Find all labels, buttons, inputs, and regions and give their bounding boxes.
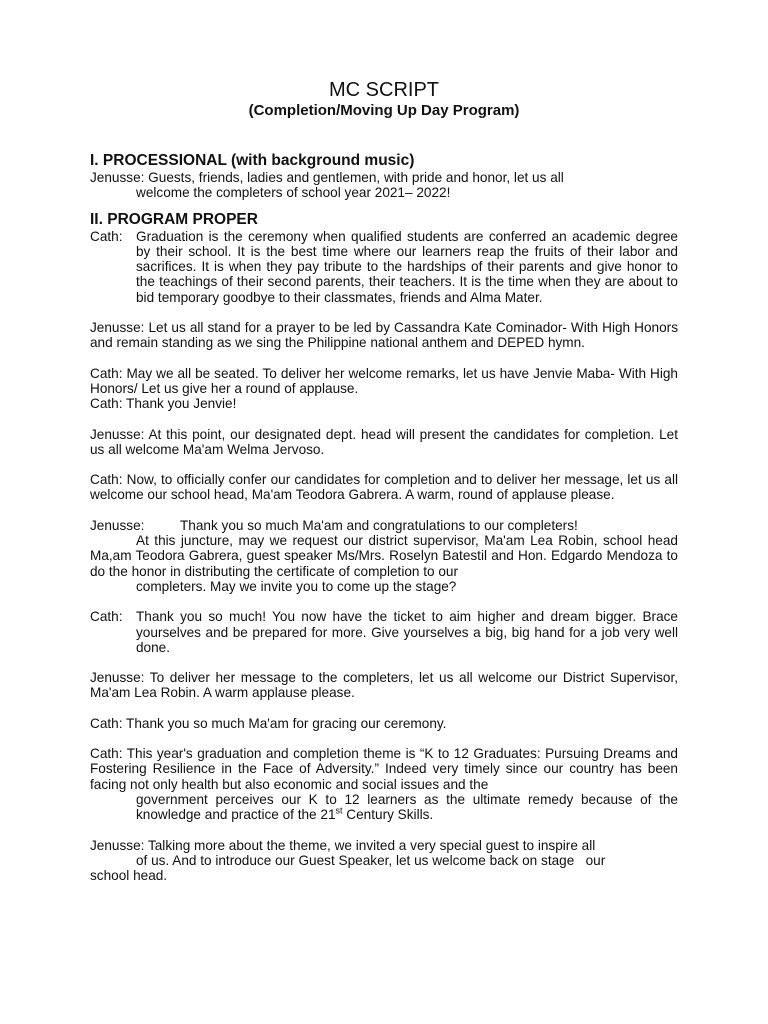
paragraph-juncture-end: completers. May we invite you to come up the stage? <box>136 578 457 594</box>
paragraph-cath-theme: Cath: This year's graduation and completion theme is “K to 12 Graduates: Pursuing Dreams and Fostering Resilience in the Face of Adversity.” Indeed very timely since our country has been facing not only health but also economic and social issues and the <box>90 746 678 792</box>
paragraph-cath-gracing: Cath: Thank you so much Ma'am for gracing our ceremony. <box>90 715 447 731</box>
paragraph-text: Century Skills. <box>342 807 434 823</box>
mc-script-document <box>90 78 678 883</box>
paragraph-text: At this juncture, may we request our district supervisor, Ma'am Lea Robin, school head Ma,am Teodora Gabrera, guest speaker Ms/Mrs. Roselyn Batestil and Hon. Edgardo Mendoza to do the honor in distributing the certificate of completion to our <box>90 533 678 579</box>
paragraph-jenusse-theme-line-3: school head. <box>90 868 168 884</box>
paragraph-cath-confer: Cath: Now, to officially confer our candidates for completion and to deliver her message, let us all welcome our school head, Ma'am Teodora Gabrera. A warm, round of applause please. <box>90 472 678 503</box>
document-title: MC SCRIPT <box>329 79 439 101</box>
paragraph-cath-welcome-remarks: Cath: May we all be seated. To deliver her welcome remarks, let us have Jenvie Maba- With High Honors/ Let us give her a round of applause. <box>90 365 678 396</box>
speaker-cath: Cath: <box>90 228 123 244</box>
paragraph-text: Thank you so much! You now have the ticket to aim higher and dream bigger. Brace yourselves and be prepared for more. Give yourselves a big, big hand for a job very well done. <box>136 609 678 655</box>
section-heading-program-proper: II. PROGRAM PROPER <box>90 210 258 228</box>
speaker-cath: Cath: <box>90 609 123 625</box>
paragraph-jenusse-prayer: Jenusse: Let us all stand for a prayer to be led by Cassandra Kate Cominador- With High Honors and remain standing as we sing the Philippine national anthem and DEPED hymn. <box>90 320 678 351</box>
paragraph-text: Thank you so much Ma'am and congratulations to our completers! <box>180 517 578 533</box>
paragraph-jenusse-theme-line-1: Jenusse: Talking more about the theme, we invited a very special guest to inspire all <box>90 837 596 853</box>
speaker-jenusse: Jenusse: <box>90 517 145 533</box>
processional-line-1: Jenusse: Guests, friends, ladies and gentlemen, with pride and honor, let us all <box>90 170 564 185</box>
paragraph-cath-ticket <box>90 609 678 655</box>
paragraph-cath-graduation <box>90 229 678 305</box>
paragraph-jenusse-district-supervisor: Jenusse: To deliver her message to the completers, let us all welcome our District Supervisor, Ma'am Lea Robin. A warm applause please. <box>90 670 678 701</box>
processional-line-2: welcome the completers of school year 2021– 2022! <box>136 185 451 201</box>
paragraph-text: Graduation is the ceremony when qualified students are conferred an academic degree by their school. It is the best time where our learners reap the fruits of their labor and sacrifices. It is when they pay tribute to the hardships of their parents and give honor to the teachings of their second parents, their teachers. It is the time when they are about to bid temporary goodbye to their classmates, friends and Alma Mater. <box>136 228 678 305</box>
paragraph-text: government perceives our K to 12 learners as the ultimate remedy because of the knowledge and practice of the 21 <box>136 791 678 823</box>
paragraph-jenusse-candidates: Jenusse: At this point, our designated dept. head will present the candidates for completion. Let us all welcome Ma'am Welma Jervoso. <box>90 426 678 457</box>
section-heading-processional: I. PROCESSIONAL (with background music) <box>90 152 415 169</box>
paragraph-cath-theme-end <box>90 792 678 823</box>
paragraph-jenusse-theme-line-2: of us. And to introduce our Guest Speaker, let us welcome back on stage our <box>136 852 606 868</box>
paragraph-juncture <box>90 533 678 579</box>
paragraph-jenusse-congratulations <box>90 518 678 533</box>
superscript-st: st <box>335 805 343 816</box>
paragraph-cath-thank-you: Cath: Thank you Jenvie! <box>90 396 237 412</box>
document-subtitle: (Completion/Moving Up Day Program) <box>248 102 520 119</box>
